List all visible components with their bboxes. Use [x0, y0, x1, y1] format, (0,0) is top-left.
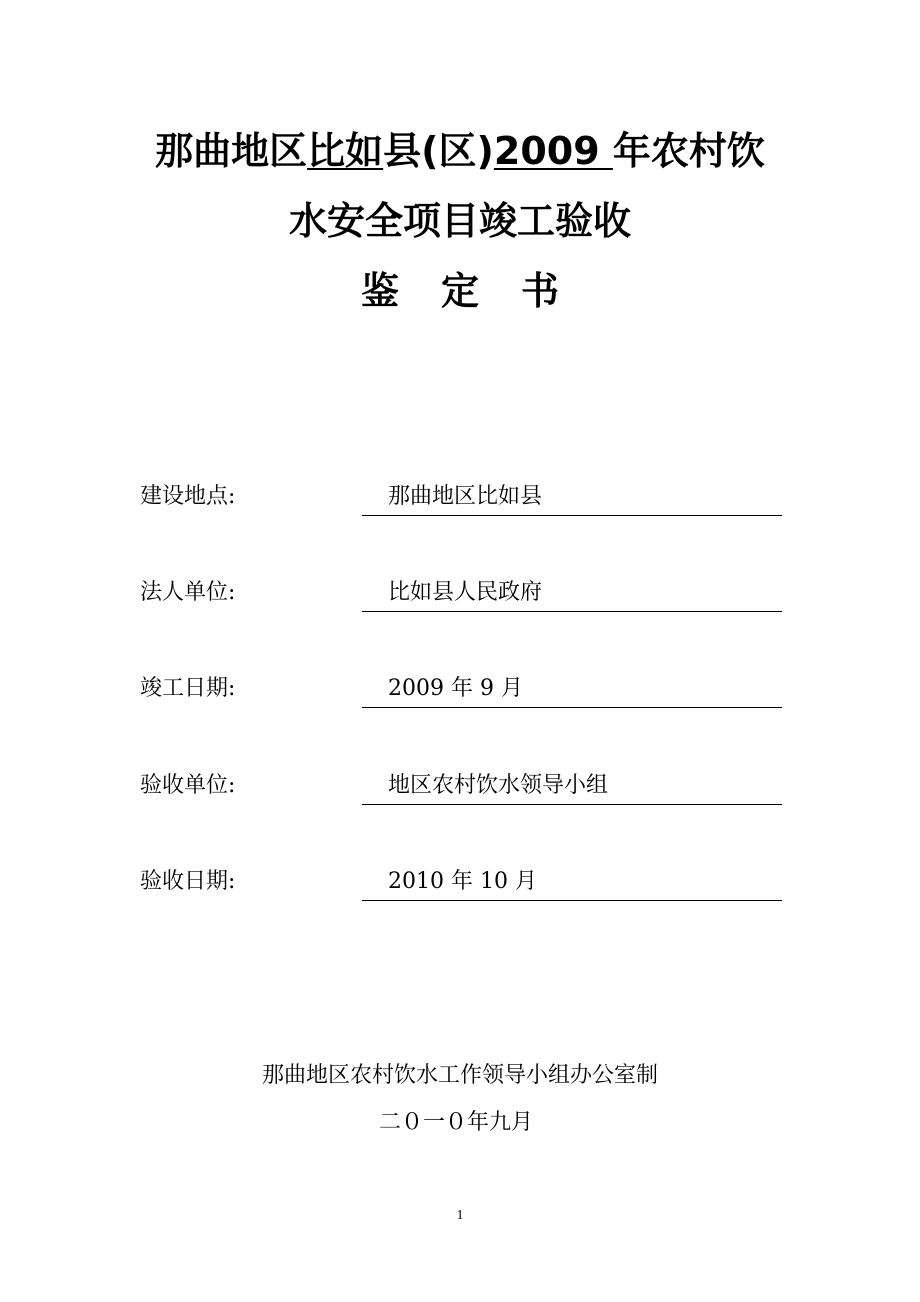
field-legal-entity: [140, 577, 782, 617]
field-value-line: [362, 481, 782, 516]
field-completion-date: [140, 673, 782, 713]
document-title-line-1: [0, 128, 920, 174]
field-label: 验收单位:: [140, 773, 236, 798]
field-value-line: [362, 866, 782, 901]
field-acceptance-date: [140, 866, 782, 906]
field-value-line: [362, 770, 782, 805]
field-value: 比如县人民政府: [388, 580, 543, 605]
issuing-organization: 那曲地区农村饮水工作领导小组办公室制: [261, 1063, 658, 1088]
issue-date: 二０一０年九月: [378, 1110, 533, 1135]
field-value: 2009 年 9 月: [388, 676, 523, 701]
title-segment-program: 年农村饮: [612, 129, 765, 173]
field-value: 地区农村饮水领导小组: [388, 773, 609, 798]
field-value: 2010 年 10 月: [388, 869, 537, 894]
page-number: 1: [456, 1208, 464, 1223]
field-label: 法人单位:: [140, 580, 236, 605]
field-value-line: [362, 673, 782, 708]
field-label: 竣工日期:: [140, 676, 236, 701]
field-label: 验收日期:: [140, 869, 236, 894]
field-construction-site: [140, 481, 782, 521]
field-value: 那曲地区比如县: [388, 484, 543, 509]
field-acceptance-unit: [140, 770, 782, 810]
title-segment-county-name: 比如: [307, 129, 384, 173]
title-segment-year: 2009: [493, 129, 613, 173]
title-segment-region: 那曲地区: [155, 129, 308, 173]
field-value-line: [362, 577, 782, 612]
document-title-line-3: 鉴定书: [360, 269, 601, 313]
field-label: 建设地点:: [140, 484, 236, 509]
document-title-line-2: 水安全项目竣工验收: [288, 199, 631, 243]
title-segment-county-suffix: 县(区): [383, 129, 494, 173]
